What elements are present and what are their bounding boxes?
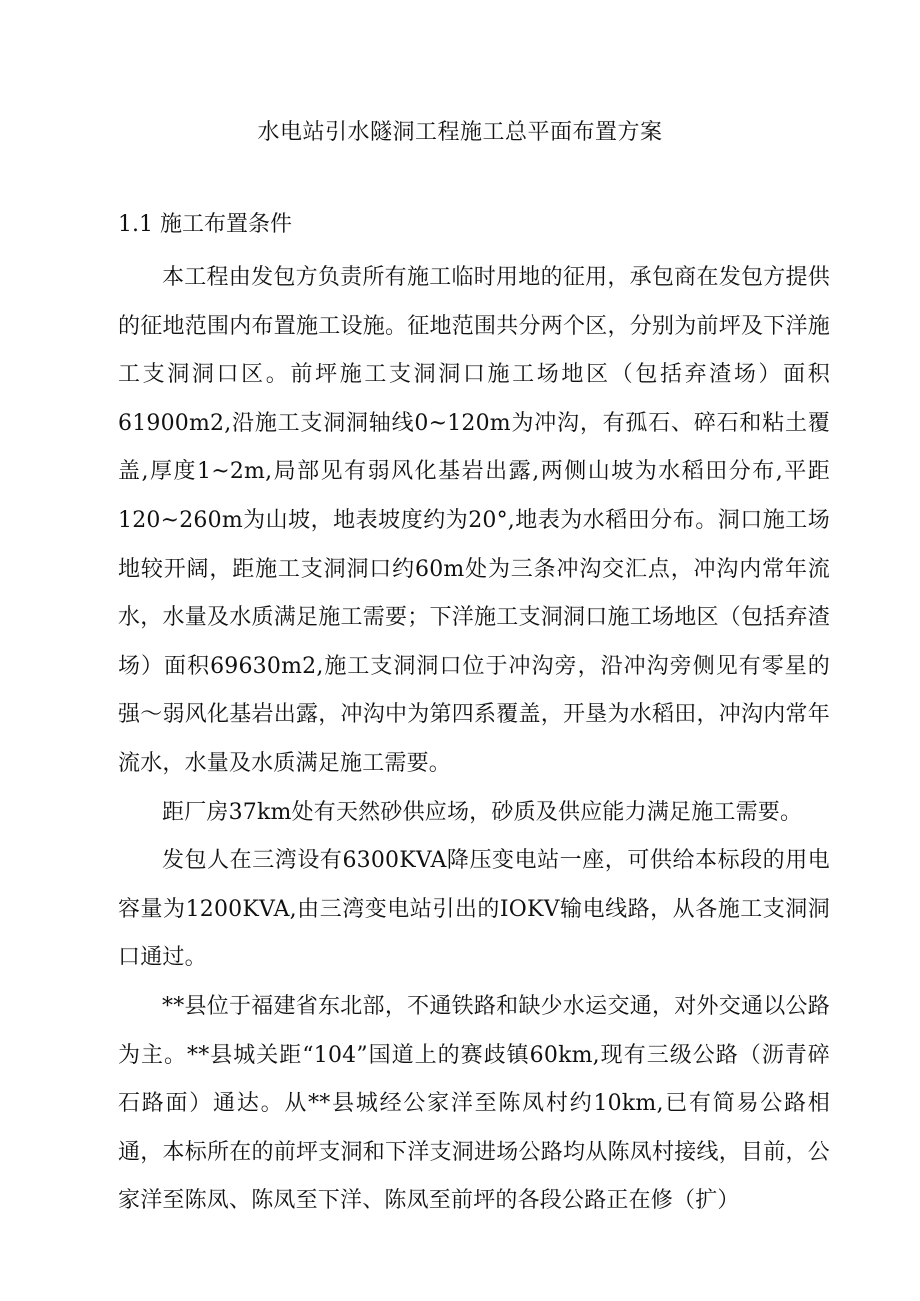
- paragraph-sand-supply: 距厂房37km处有天然砂供应场，砂质及供应能力满足施工需要。: [162, 799, 803, 825]
- paragraph-site-conditions: 本工程由发包方负责所有施工临时用地的征用，承包商在发包方提供的征地范围内布置施工设施。征地范围共分两个区，分别为前坪及下洋施工支洞洞口区。前坪施工支洞洞口施工场地区（包括弃渣场）面积61900m2,沿施工支洞洞轴线0~120m为冲沟，有孤石、碎石和粘土覆盖,厚度1~2m,局部见有弱风化基岩出露,两侧山坡为水稻田分布,平距120~260m为山坡，地表坡度约为20°,地表为水稻田分布。洞口施工场地较开阔，距施工支洞洞口约60m处为三条冲沟交汇点，冲沟内常年流水，水量及水质满足施工需要；下洋施工支洞洞口施工场地区（包括弃渣场）面积69630m2,施工支洞洞口位于冲沟旁，沿冲沟旁侧见有零星的强～弱风化基岩出露，冲沟中为第四系覆盖，开垦为水稻田，冲沟内常年流水，水量及水质满足施工需要。: [118, 265, 830, 776]
- paragraph-power-supply: 发包人在三湾设有6300KVA降压变电站一座，可供给本标段的用电容量为1200KVA,由三湾变电站引出的IOKV输电线路，从各施工支洞洞口通过。: [118, 848, 830, 971]
- page-title: 水电站引水隧洞工程施工总平面布置方案: [257, 120, 663, 145]
- section-heading: 1.1 施工布置条件: [118, 212, 292, 237]
- body-text: [118, 254, 830, 1226]
- paragraph-transportation: **县位于福建省东北部，不通铁路和缺少水运交通，对外交通以公路为主。**县城关距“104”国道上的赛歧镇60km,现有三级公路（沥青碎石路面）通达。从**县城经公家洋至陈凤村约10km,已有简易公路相通，本标所在的前坪支洞和下洋支洞进场公路均从陈凤村接线，目前，公家洋至陈凤、陈凤至下洋、陈凤至前坪的各段公路正在修（扩）: [118, 993, 830, 1214]
